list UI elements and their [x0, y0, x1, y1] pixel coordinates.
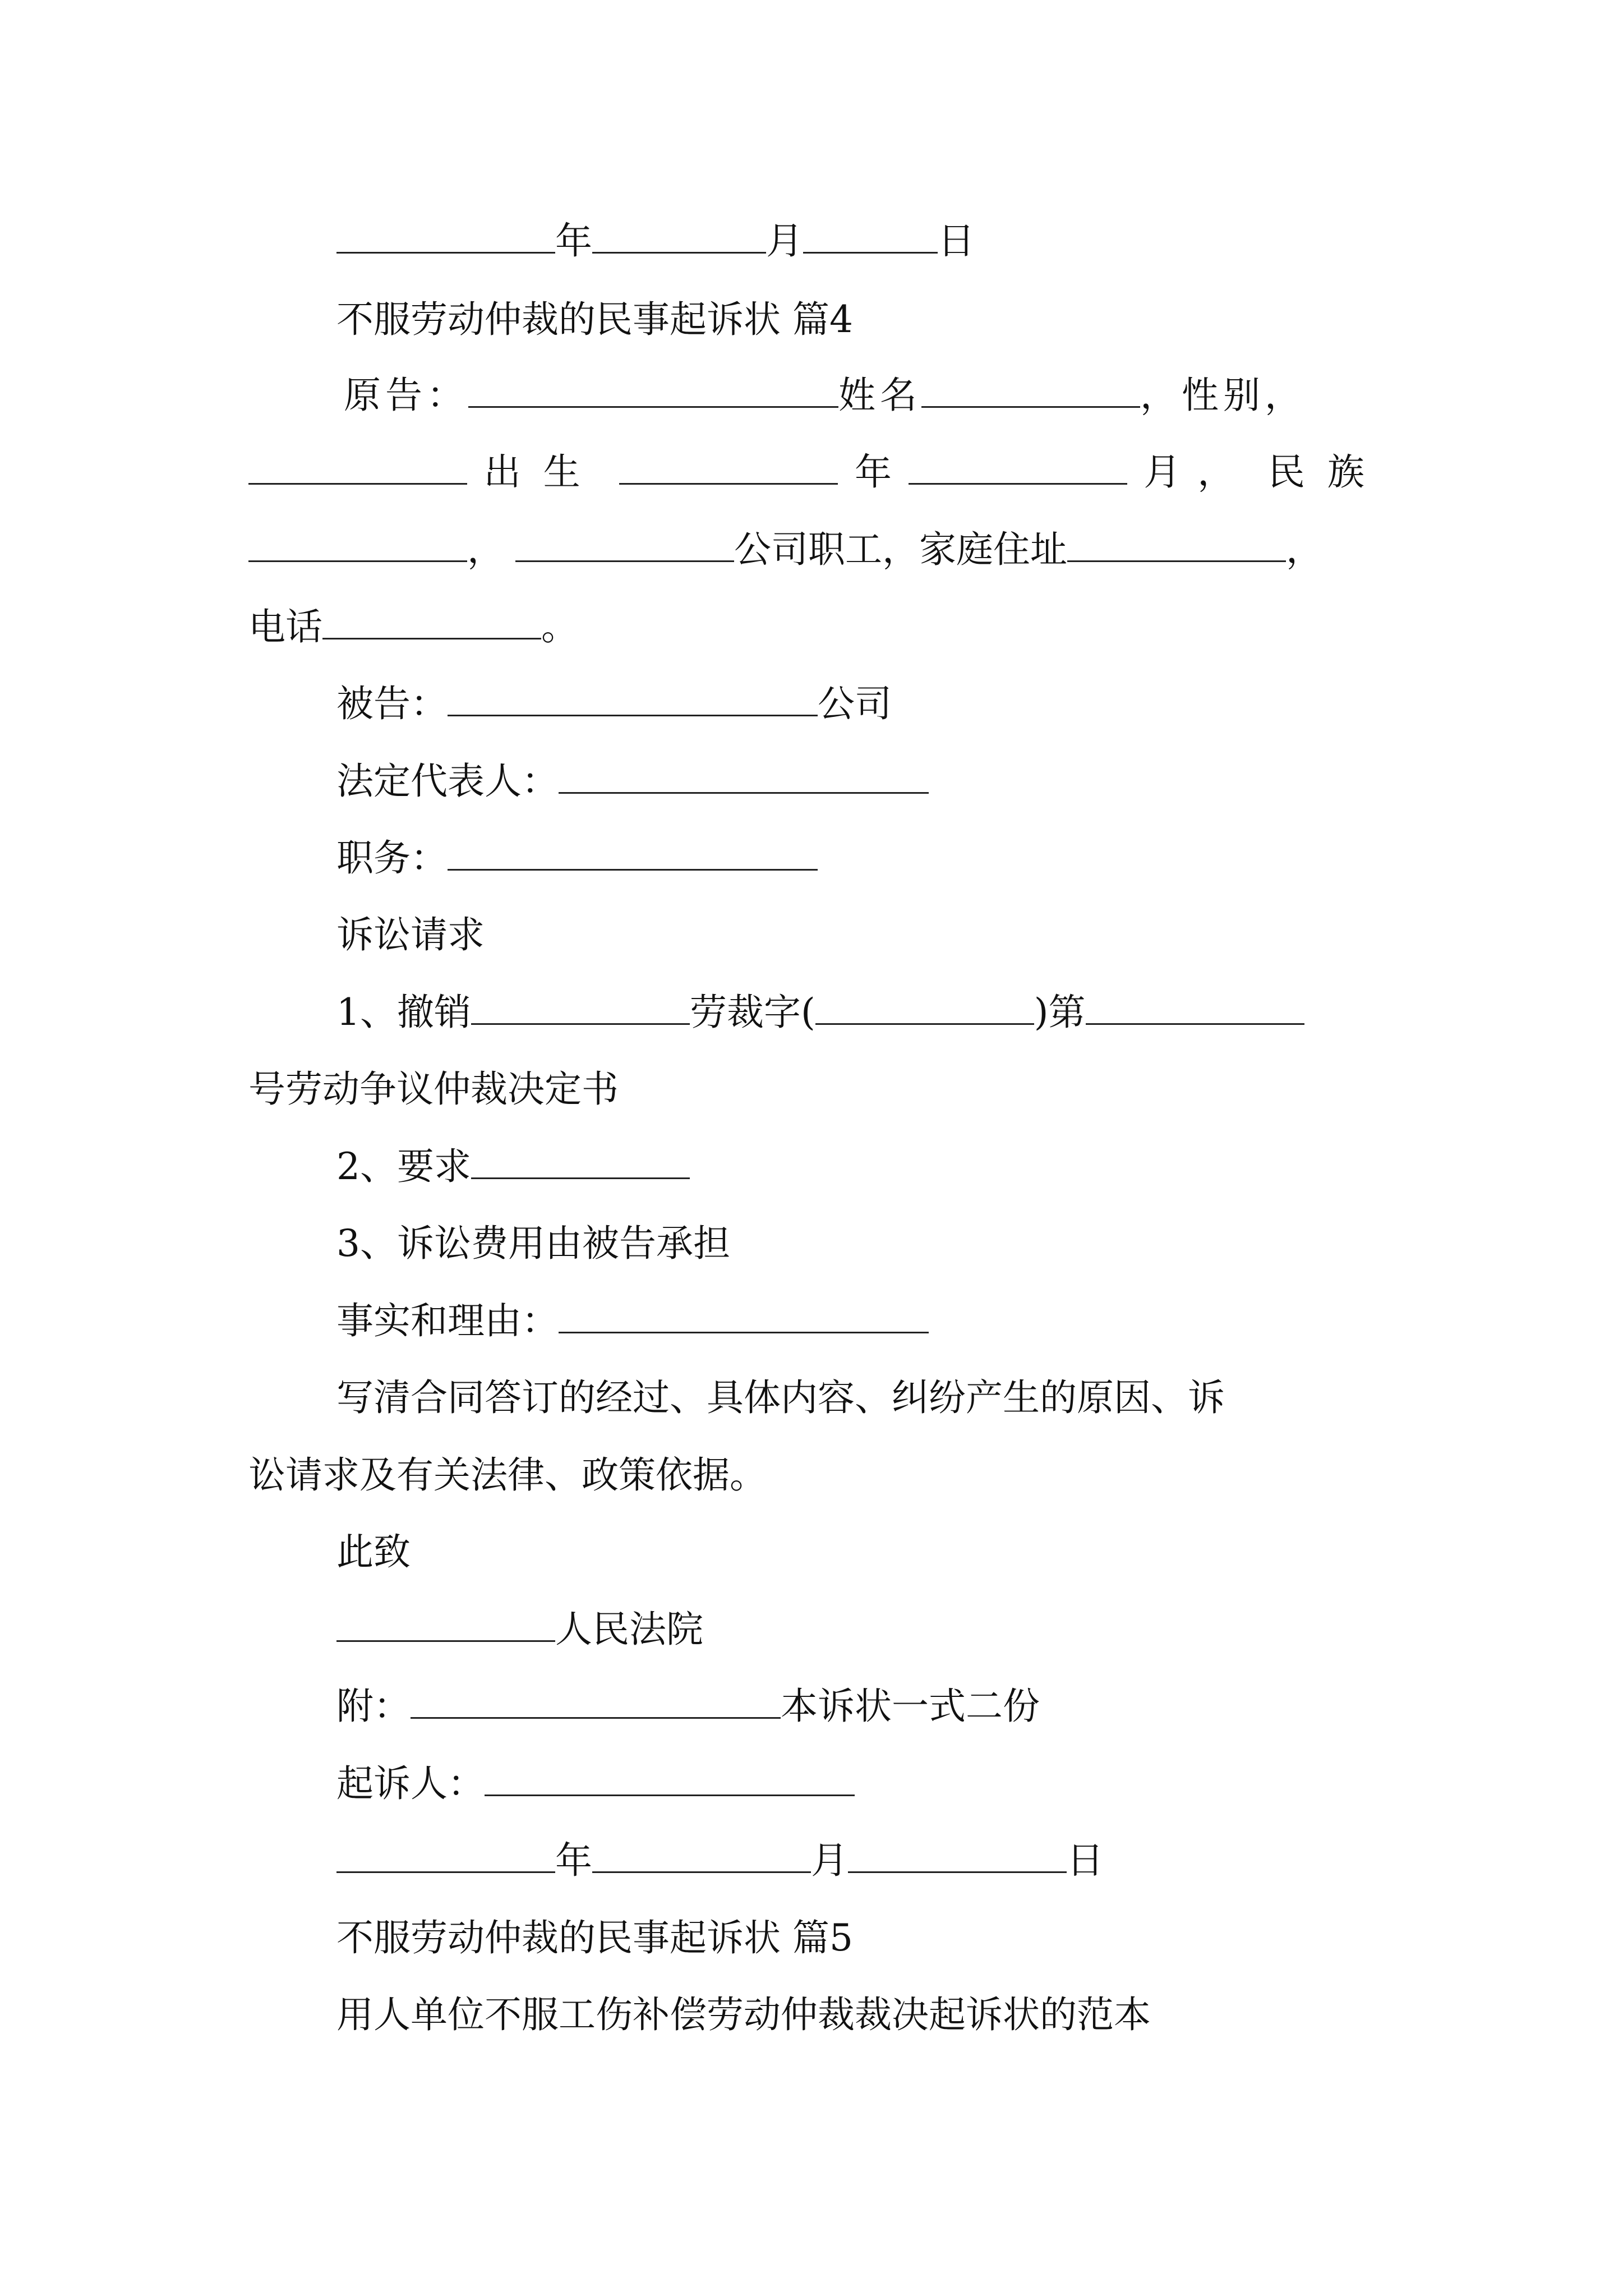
blank-field	[848, 1839, 1067, 1873]
defendant-label: 被告：	[336, 682, 448, 725]
blank-field	[921, 374, 1140, 408]
claim-1-number-label: )第	[1034, 991, 1086, 1034]
blank-field	[1086, 991, 1304, 1025]
blank-field	[448, 682, 818, 716]
claim-1-line-2: 号劳动争议仲裁决定书	[248, 1068, 619, 1111]
blank-field	[559, 1299, 929, 1333]
comma: ，	[1286, 528, 1323, 571]
plaintiff-line-4	[248, 602, 578, 652]
blank-field	[248, 528, 467, 562]
plaintiff-line-3	[248, 524, 1323, 575]
day-label: 日	[1067, 1839, 1104, 1882]
blank-field	[411, 1685, 781, 1719]
blank-field	[336, 1608, 555, 1642]
signature-line	[336, 1759, 855, 1809]
year-label: 年	[555, 219, 592, 263]
phone-label: 电话	[248, 605, 322, 648]
salutation: 此致	[336, 1530, 411, 1573]
attachment-line	[336, 1681, 1040, 1732]
blank-field	[322, 605, 541, 639]
signature-label: 起诉人：	[336, 1762, 485, 1805]
claim-1-line-1	[336, 987, 1304, 1038]
blank-field	[248, 450, 467, 485]
plaintiff-line-2	[248, 447, 1387, 498]
blank-field	[592, 219, 766, 254]
year-label: 年	[854, 450, 892, 494]
facts-label: 事实和理由：	[336, 1299, 559, 1342]
attachment-text: 本诉状一式二份	[781, 1685, 1040, 1728]
blank-field	[336, 1839, 555, 1873]
date-line-top	[336, 216, 975, 266]
blank-field	[336, 219, 555, 254]
gender-label: ，性别，	[1140, 374, 1306, 417]
section-heading-5: 不服劳动仲裁的民事起诉状 篇5	[336, 1916, 853, 1959]
blank-field	[468, 374, 838, 408]
legal-rep-line	[336, 756, 929, 807]
facts-line	[336, 1296, 929, 1346]
month-label: 月，	[1144, 450, 1252, 494]
day-label: 日	[938, 219, 975, 263]
blank-field	[1067, 528, 1286, 562]
claim-2-label: 2、要求	[336, 1145, 471, 1188]
blank-field	[909, 450, 1127, 485]
comma: ，	[467, 528, 504, 571]
born-label: 出生	[483, 450, 603, 494]
blank-field	[471, 1145, 690, 1179]
blank-field	[448, 836, 818, 871]
company-worker-label: 公司职工，家庭住址	[734, 528, 1067, 571]
date-line-bottom	[336, 1835, 1104, 1886]
claims-title: 诉讼请求	[336, 913, 485, 956]
year-label: 年	[555, 1839, 592, 1882]
blank-field	[471, 991, 690, 1025]
claim-2-line	[336, 1142, 690, 1192]
facts-body-line-2: 讼请求及有关法律、政策依据。	[248, 1453, 767, 1497]
blank-field	[815, 991, 1034, 1025]
plaintiff-label: 原告：	[344, 374, 468, 417]
ethnic-label: 民族	[1267, 450, 1387, 494]
facts-body-line-1: 写清合同答订的经过、具体内容、纠纷产生的原因、诉	[336, 1376, 1225, 1419]
legal-rep-label: 法定代表人：	[336, 760, 559, 803]
blank-field	[803, 219, 938, 254]
claim-1-case-label: 劳裁字(	[690, 991, 815, 1034]
company-label: 公司	[818, 682, 892, 725]
month-label: 月	[766, 219, 803, 263]
period: 。	[541, 605, 578, 648]
month-label: 月	[811, 1839, 848, 1882]
blank-field	[559, 760, 929, 794]
section-heading-4: 不服劳动仲裁的民事起诉状 篇4	[336, 298, 853, 341]
court-label: 人民法院	[555, 1608, 703, 1651]
section-subtitle: 用人单位不服工伤补偿劳动仲裁裁决起诉状的范本	[336, 1993, 1151, 2036]
name-label: 姓名	[838, 374, 921, 417]
attachment-label: 附：	[336, 1685, 411, 1728]
blank-field	[592, 1839, 811, 1873]
court-line	[336, 1604, 703, 1655]
claim-3-line: 3、诉讼费用由被告承担	[336, 1222, 730, 1265]
position-label: 职务：	[336, 836, 448, 880]
plaintiff-line-1	[344, 370, 1306, 421]
position-line	[336, 833, 818, 884]
blank-field	[485, 1762, 855, 1796]
blank-field	[619, 450, 838, 485]
blank-field	[515, 528, 734, 562]
claim-1-prefix: 1、撤销	[336, 991, 471, 1034]
defendant-line	[336, 679, 892, 729]
